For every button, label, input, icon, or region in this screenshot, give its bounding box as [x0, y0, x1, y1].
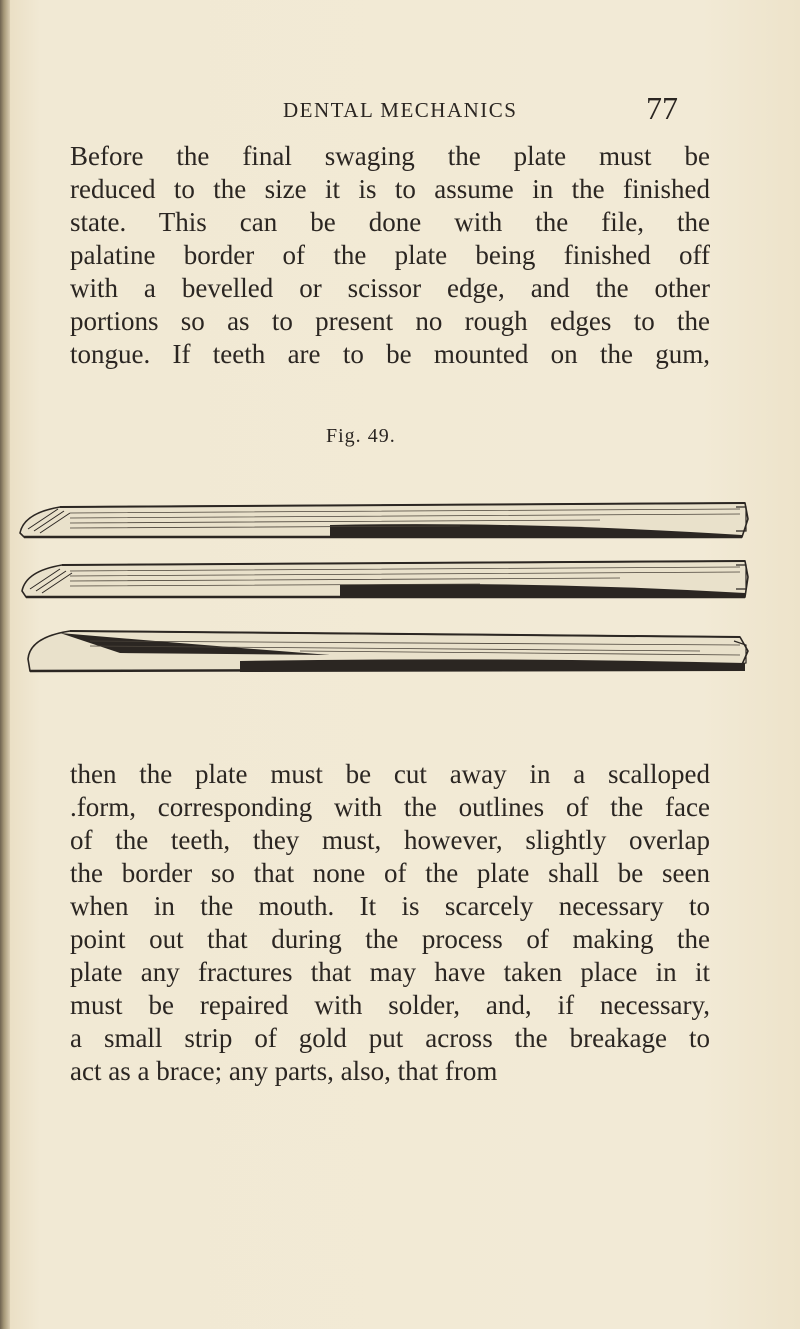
- text-line: of the teeth, they must, however, slightly overlap: [70, 825, 710, 855]
- figure-number: 49.: [367, 425, 396, 447]
- text-line: point out that during the process of making the: [70, 924, 710, 954]
- paragraph-2: [70, 758, 710, 1088]
- files-illustration-icon: [0, 485, 800, 725]
- figure-caption: [326, 425, 466, 448]
- text-line: when in the mouth. It is scarcely necessary to: [70, 891, 710, 921]
- figure-49: [0, 425, 800, 725]
- text-line: tongue. If teeth are to be mounted on the gum,: [70, 339, 710, 369]
- page-header: [0, 92, 800, 132]
- text-line: state. This can be done with the file, the: [70, 207, 710, 237]
- text-line: Before the final swaging the plate must be: [70, 141, 710, 171]
- text-line: must be repaired with solder, and, if necessary,: [70, 990, 710, 1020]
- text-line: palatine border of the plate being finished off: [70, 240, 710, 270]
- running-head: DENTAL MECHANICS: [283, 98, 518, 122]
- page-number: 77: [646, 90, 678, 126]
- text-line: with a bevelled or scissor edge, and the other: [70, 273, 710, 303]
- text-line: then the plate must be cut away in a scalloped: [70, 759, 710, 789]
- text-line: plate any fractures that may have taken place in it: [70, 957, 710, 987]
- text-line: a small strip of gold put across the breakage to: [70, 1023, 710, 1053]
- text-line: the border so that none of the plate shall be seen: [70, 858, 710, 888]
- file-1-icon: [20, 503, 748, 538]
- text-line: act as a brace; any parts, also, that from: [70, 1056, 498, 1086]
- text-line: reduced to the size it is to assume in the finished: [70, 174, 710, 204]
- file-2-icon: [22, 561, 748, 598]
- file-3-icon: [28, 631, 748, 672]
- paragraph-1: [70, 140, 710, 371]
- figure-label: Fig.: [326, 425, 362, 447]
- text-line: .form, corresponding with the outlines of the face: [70, 792, 710, 822]
- text-line: portions so as to present no rough edges to the: [70, 306, 710, 336]
